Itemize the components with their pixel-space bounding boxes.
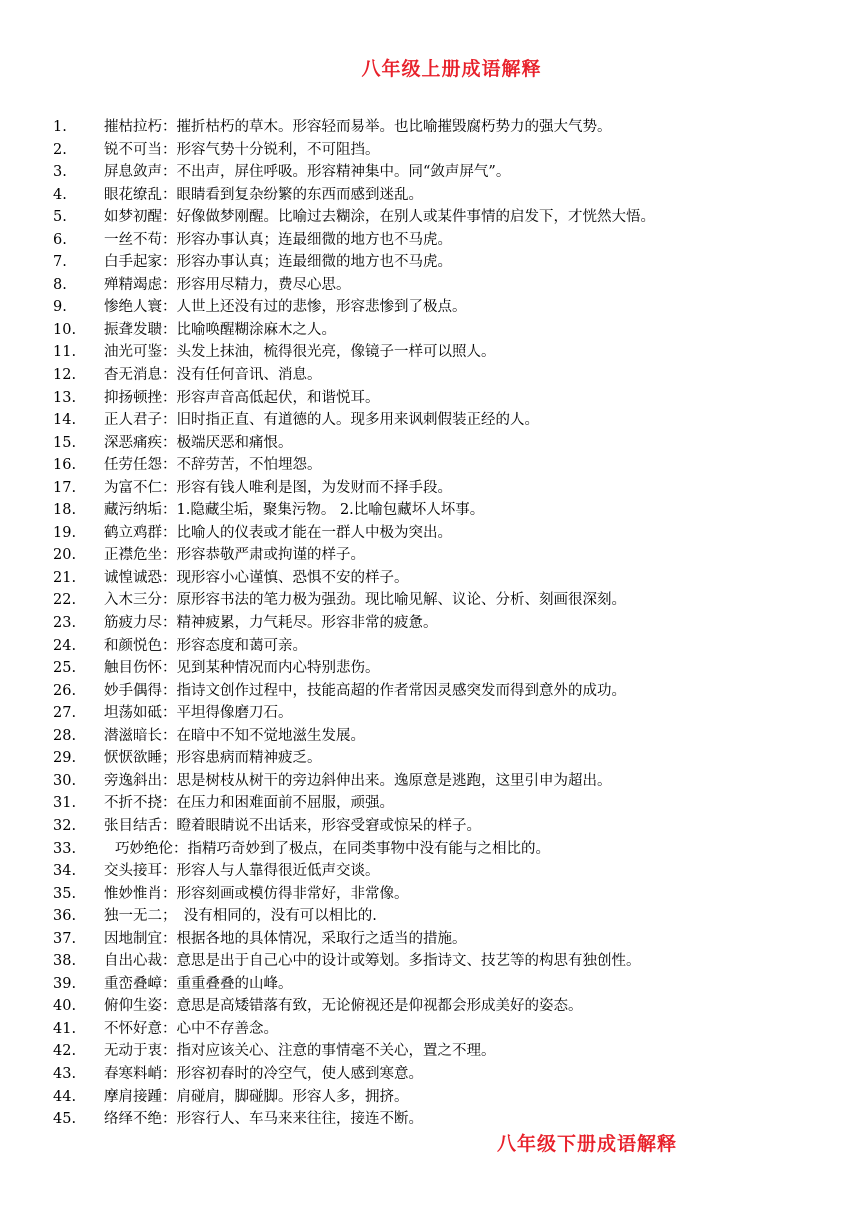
item-number: 39. [53,975,77,992]
item-number: 30. [53,772,77,789]
item-number: 17. [53,479,77,496]
item-number: 24. [53,637,77,654]
idiom-definition: 无动于衷：指对应该关心、注意的事情毫不关心，置之不理。 [104,1043,496,1060]
idiom-definition: 殚精竭虑：形容用尽精力，费尽心思。 [104,276,351,293]
idiom-definition: 潜滋暗长：在暗中不知不觉地滋生发展。 [104,727,365,744]
idiom-definition: 俯仰生姿：意思是高矮错落有致，无论俯视还是仰视都会形成美好的姿态。 [104,998,583,1015]
idiom-definition: 正人君子：旧时指正直、有道德的人。现多用来讽刺假装正经的人。 [104,412,539,429]
idiom-definition: 巧妙绝伦：指精巧奇妙到了极点，在同类事物中没有能与之相比的。 [115,840,550,857]
item-number: 33. [53,840,77,857]
item-number: 36. [53,908,77,925]
idiom-definition: 因地制宜：根据各地的具体情况，采取行之适当的措施。 [104,930,467,947]
item-number: 23. [53,615,77,632]
item-number: 38. [53,953,77,970]
item-number: 43. [53,1065,77,1082]
idiom-definition: 鹤立鸡群：比喻人的仪表或才能在一群人中极为突出。 [104,524,452,541]
item-number: 25. [53,660,77,677]
idiom-definition: 杳无消息：没有任何音讯、消息。 [104,367,322,384]
item-number: 22. [53,592,77,609]
idiom-definition: 诚惶诚恐：现形容小心谨慎、恐惧不安的样子。 [104,569,409,586]
item-number: 26. [53,682,77,699]
idiom-definition: 春寒料峭：形容初春时的冷空气，使人感到寒意。 [104,1065,423,1082]
item-number: 29. [53,750,77,767]
item-number: 31. [53,795,77,812]
item-number: 11. [53,344,77,361]
idiom-definition: 摧枯拉朽：摧折枯朽的草木。形容轻而易举。也比喻摧毁腐朽势力的强大气势。 [104,119,612,135]
item-number: 41. [53,1020,77,1037]
item-number: 1. [53,119,67,135]
idiom-definition: 旁逸斜出：思是树枝从树干的旁边斜伸出来。逸原意是逃跑，这里引申为超出。 [104,772,612,789]
item-number: 20. [53,547,77,564]
item-number: 28. [53,727,77,744]
item-number: 42. [53,1043,77,1060]
item-number: 7. [53,254,67,271]
item-number: 10. [53,321,77,338]
idiom-definition: 屏息敛声：不出声，屏住呼吸。形容精神集中。同“敛声屏气”。 [104,164,511,181]
idiom-definition: 眼花缭乱：眼睛看到复杂纷繁的东西而感到迷乱。 [104,186,423,203]
item-number: 18. [53,502,77,519]
item-number: 45. [53,1111,77,1128]
item-number: 9. [53,299,67,316]
idiom-definition: 坦荡如砥：平坦得像磨刀石。 [104,705,293,722]
idiom-definition: 惟妙惟肖：形容刻画或模仿得非常好，非常像。 [104,885,409,902]
idiom-definition: 藏污纳垢：1.隐藏尘垢，聚集污物。 2.比喻包藏坏人坏事。 [104,502,485,519]
idiom-definition: 抑扬顿挫：形容声音高低起伏，和谐悦耳。 [104,389,380,406]
item-number: 35. [53,885,77,902]
item-number: 2. [53,141,67,158]
idiom-definition: 和颜悦色：形容态度和蔼可亲。 [104,637,307,654]
idiom-definition: 油光可鉴：头发上抹油，梳得很光亮，像镜子一样可以照人。 [104,344,496,361]
idiom-definition: 恹恹欲睡；形容患病而精神疲乏。 [104,750,322,767]
idiom-definition: 筋疲力尽：精神疲累，力气耗尽。形容非常的疲惫。 [104,615,438,632]
idiom-definition: 任劳任怨：不辞劳苦，不怕埋怨。 [104,457,322,474]
section-title-lower: 八年级下册成语解释 [497,1133,678,1155]
item-number: 4. [53,186,67,203]
item-number: 16. [53,457,77,474]
item-number: 37. [53,930,77,947]
idiom-definition: 独一无二； 没有相同的，没有可以相比的. [104,908,377,925]
idiom-definition: 白手起家：形容办事认真；连最细微的地方也不马虎。 [104,254,452,271]
idiom-definition: 惨绝人寰：人世上还没有过的悲惨，形容悲惨到了极点。 [104,299,467,316]
idiom-definition: 触目伤怀：见到某种情况而内心特别悲伤。 [104,660,380,677]
item-number: 3. [53,164,67,181]
idiom-definition: 妙手偶得：指诗文创作过程中，技能高超的作者常因灵感突发而得到意外的成功。 [104,682,626,699]
item-number: 21. [53,569,77,586]
item-number: 5. [53,209,67,226]
idiom-definition: 正襟危坐：形容恭敬严肃或拘谨的样子。 [104,547,365,564]
idiom-definition: 锐不可当：形容气势十分锐利，不可阻挡。 [104,141,380,158]
idiom-definition: 入木三分：原形容书法的笔力极为强劲。现比喻见解、议论、分析、刻画很深刻。 [104,592,626,609]
item-number: 6. [53,231,67,248]
idiom-definition: 张目结舌：瞪着眼睛说不出话来，形容受窘或惊呆的样子。 [104,817,481,834]
item-number: 12. [53,367,77,384]
item-number: 34. [53,863,77,880]
idiom-definition: 为富不仁：形容有钱人唯利是图，为发财而不择手段。 [104,479,452,496]
idiom-definition: 不折不挠：在压力和困难面前不屈服，顽强。 [104,795,394,812]
idiom-definition: 交头接耳：形容人与人靠得很近低声交谈。 [104,863,380,880]
idiom-definition: 振聋发聩：比喻唤醒糊涂麻木之人。 [104,321,336,338]
item-number: 15. [53,434,77,451]
idiom-definition: 络绎不绝：形容行人、车马来来往往，接连不断。 [104,1111,423,1128]
item-number: 14. [53,412,77,429]
idiom-definition: 不怀好意：心中不存善念。 [104,1020,278,1037]
idiom-definition: 自出心裁：意思是出于自己心中的设计或筹划。多指诗文、技艺等的构思有独创性。 [104,953,641,970]
item-number: 19. [53,524,77,541]
idiom-definition: 重峦叠嶂：重重叠叠的山峰。 [104,975,293,992]
idiom-definition: 一丝不苟：形容办事认真；连最细微的地方也不马虎。 [104,231,452,248]
item-number: 32. [53,817,77,834]
item-number: 13. [53,389,77,406]
section-title-upper: 八年级上册成语解释 [361,58,542,80]
item-number: 8. [53,276,67,293]
idiom-definition: 摩肩接踵：肩碰肩，脚碰脚。形容人多，拥挤。 [104,1088,409,1105]
item-number: 40. [53,998,77,1015]
idiom-definition: 深恶痛疾：极端厌恶和痛恨。 [104,434,293,451]
item-number: 27. [53,705,77,722]
idiom-definition: 如梦初醒：好像做梦刚醒。比喻过去糊涂，在别人或某件事情的启发下，才恍然大悟。 [104,209,655,226]
item-number: 44. [53,1088,77,1105]
